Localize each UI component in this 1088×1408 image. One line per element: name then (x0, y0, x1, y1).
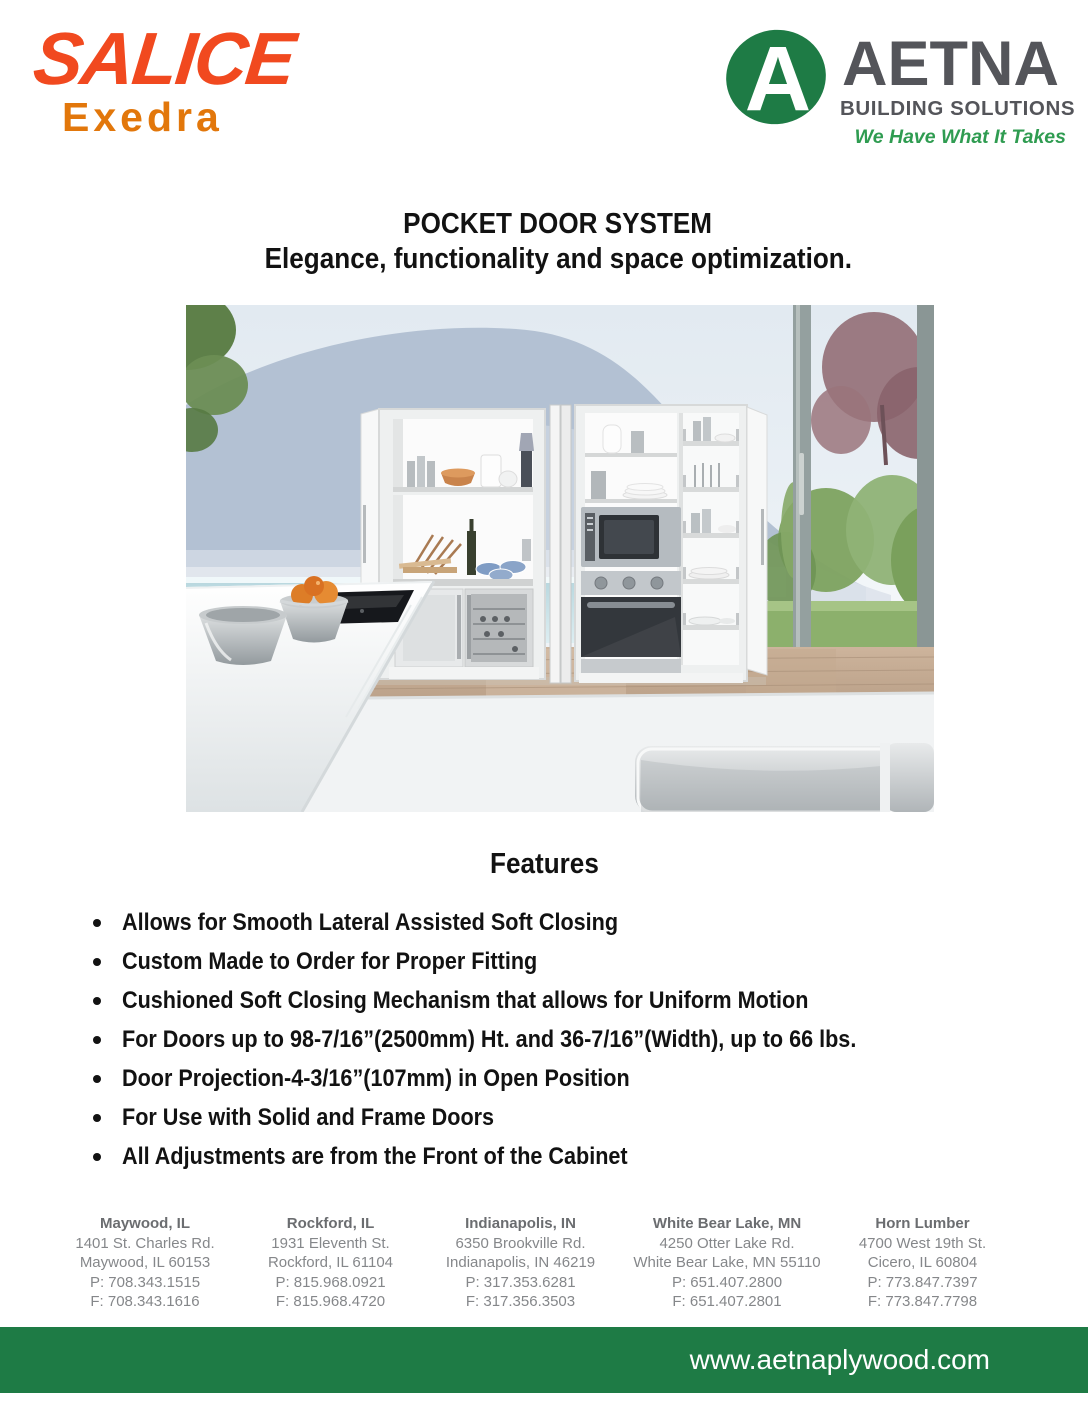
location-phone: P: 773.847.7397 (867, 1273, 978, 1291)
location-name: White Bear Lake, MN (652, 1215, 802, 1232)
location-maywood (40, 1214, 250, 1312)
bullet-icon (93, 919, 101, 927)
document-title (30, 207, 1086, 277)
list-item (93, 1059, 938, 1098)
location-address2: Indianapolis, IN 46219 (445, 1254, 596, 1271)
features-heading (0, 848, 1088, 881)
bullet-icon (93, 1075, 101, 1083)
kitchen-photo (186, 305, 934, 812)
location-name: Horn Lumber (875, 1215, 970, 1232)
feature-text: Allows for Smooth Lateral Assisted Soft Closing (122, 908, 619, 936)
location-name: Maywood, IL (100, 1215, 190, 1232)
list-item (93, 1137, 938, 1176)
location-fax: F: 773.847.7798 (867, 1293, 978, 1310)
location-address1: 1401 St. Charles Rd. (75, 1234, 215, 1252)
bullet-icon (93, 1153, 101, 1161)
list-item (93, 942, 938, 981)
sink-counter (300, 693, 934, 812)
footer-bar (0, 1327, 1088, 1393)
title-line-1 (30, 207, 1086, 242)
features-list (93, 903, 938, 1176)
features-heading-text: Features (489, 848, 599, 880)
cabinet-right-unit (575, 405, 767, 683)
location-horn-lumber (840, 1214, 1005, 1312)
feature-text: For Doors up to 98-7/16”(2500mm) Ht. and 36-7/16”(Width), up to 66 lbs. (122, 1025, 857, 1053)
title-line-2 (30, 242, 1086, 277)
location-white-bear-lake (618, 1214, 836, 1312)
location-phone: P: 708.343.1515 (89, 1273, 201, 1291)
feature-text: For Use with Solid and Frame Doors (122, 1103, 495, 1131)
location-address2: Rockford, IL 61104 (267, 1254, 394, 1271)
feature-text: Custom Made to Order for Proper Fitting (122, 947, 538, 975)
list-item (93, 981, 938, 1020)
aetna-mark-letter: A (744, 28, 812, 128)
location-indianapolis (428, 1214, 613, 1312)
bullet-icon (93, 997, 101, 1005)
location-fax: F: 708.343.1616 (90, 1293, 200, 1310)
location-address1: 4250 Otter Lake Rd. (659, 1234, 795, 1252)
title-line-1-text: POCKET DOOR SYSTEM (403, 208, 713, 240)
feature-text: All Adjustments are from the Front of the Cabinet (122, 1142, 628, 1170)
location-phone: P: 815.968.0921 (275, 1273, 386, 1291)
location-address1: 6350 Brookville Rd. (455, 1234, 586, 1252)
location-fax: F: 815.968.4720 (275, 1293, 386, 1310)
location-name: Rockford, IL (286, 1215, 375, 1232)
location-fax: F: 317.356.3503 (465, 1293, 576, 1310)
location-name: Indianapolis, IN (465, 1215, 576, 1232)
salice-logo: SALICE (29, 17, 298, 100)
list-item (93, 1020, 938, 1059)
aetna-tagline: We Have What It Takes (854, 126, 1066, 148)
aetna-wordmark: AETNA (842, 29, 1059, 99)
website-link[interactable]: www.aetnaplywood.com (689, 1344, 990, 1375)
bullet-icon (93, 1036, 101, 1044)
title-line-2-text: Elegance, functionality and space optimization. (264, 243, 852, 275)
location-address1: 1931 Eleventh St. (271, 1234, 390, 1252)
aetna-subtitle: BUILDING SOLUTIONS (840, 97, 1076, 120)
location-address2: Maywood, IL 60153 (79, 1254, 211, 1271)
location-fax: F: 651.407.2801 (672, 1293, 782, 1310)
bullet-icon (93, 958, 101, 966)
pocket-doors (550, 405, 571, 683)
location-phone: P: 317.353.6281 (465, 1273, 576, 1291)
location-rockford (238, 1214, 423, 1312)
location-address2: Cicero, IL 60804 (867, 1254, 978, 1271)
list-item (93, 1098, 938, 1137)
aetna-logo-icon (724, 24, 830, 128)
location-phone: P: 651.407.2800 (671, 1273, 783, 1291)
location-address1: 4700 West 19th St. (858, 1234, 987, 1252)
list-item (93, 903, 938, 942)
bullet-icon (93, 1114, 101, 1122)
location-address2: White Bear Lake, MN 55110 (633, 1254, 821, 1271)
feature-text: Door Projection-4-3/16”(107mm) in Open Position (122, 1064, 630, 1092)
feature-text: Cushioned Soft Closing Mechanism that allows for Uniform Motion (122, 986, 809, 1014)
exedra-logo-text: Exedra (62, 94, 223, 140)
